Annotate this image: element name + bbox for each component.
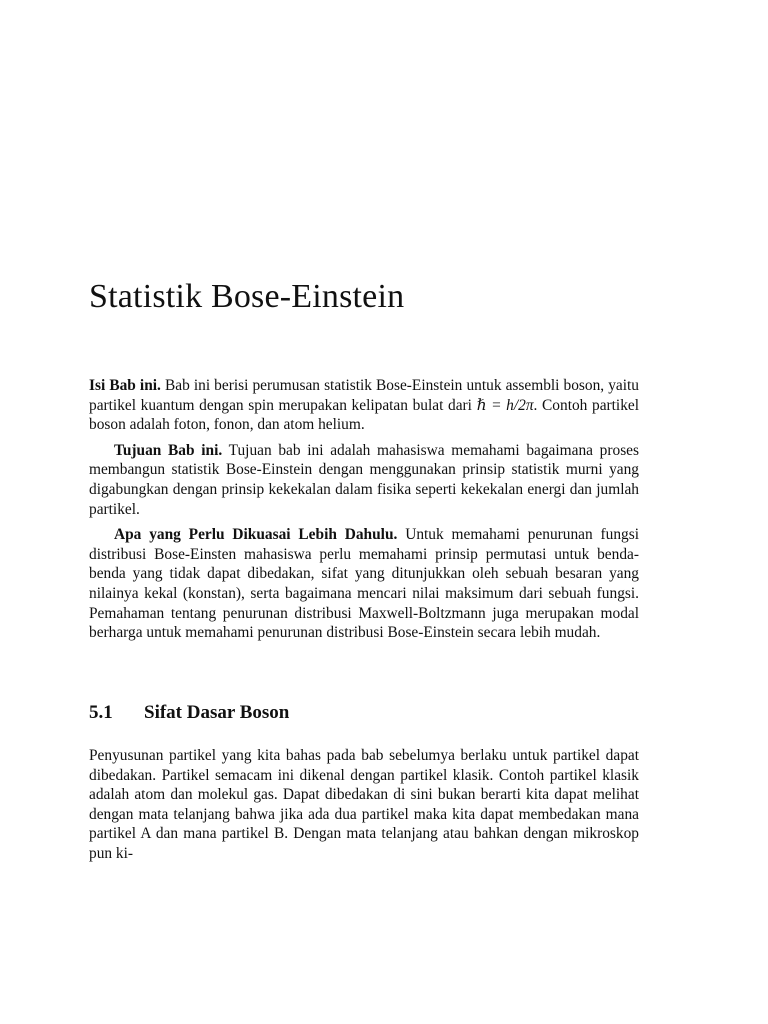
section-title: Sifat Dasar Boson: [144, 702, 290, 723]
abstract-tujuan-label: Tujuan Bab ini.: [114, 441, 223, 459]
chapter-title: Statistik Bose-Einstein: [89, 278, 405, 315]
section-heading: [89, 702, 289, 724]
section-number: 5.1: [89, 702, 113, 723]
abstract-prasyarat-paragraph: [89, 525, 639, 643]
section-paragraph: Penyusunan partikel yang kita bahas pada bab sebelumya berlaku untuk partikel dapat dibedakan. Partikel semacam ini dikenal dengan partikel klasik. Contoh partikel klasik adalah atom dan molekul gas. Dapat dibedakan di sini bukan berarti kita dapat melihat dengan mata telanjang bahwa jika ada dua partikel maka kita dapat membedakan mana partikel A dan mana partikel B. Dengan mata telanjang atau bahkan dengan mikroskop pun ki-: [89, 747, 639, 862]
abstract-prasyarat-label: Apa yang Perlu Dikuasai Lebih Dahulu.: [114, 526, 398, 544]
abstract-isi-paragraph: [89, 376, 639, 435]
abstract-isi-text-end: . Contoh partikel boson adalah foton, fonon, dan atom helium.: [89, 396, 640, 434]
abstract-prasyarat-text: Untuk memahami penurunan fungsi distribusi Bose-Einsten mahasiswa perlu memahami prinsip permutasi untuk benda-benda yang tidak dapat dibedakan, sifat yang ditunjukkan oleh sebuah besaran yang nilainya kekal (konstan), serta bagaimana mencari nilai maksimum dari sebuah fungsi. Pemahaman tentang penurunan distribusi Maxwell-Boltzmann juga merupakan modal berharga untuk memahami penurunan distribusi Bose-Einstein secara lebih mudah.: [89, 526, 640, 642]
abstract-tujuan-text: Tujuan bab ini adalah mahasiswa memahami bagaimana proses membangun statistik Bose-Einstein dengan menggunakan prinsip statistik murni yang digabungkan dengan prinsip kekekalan dalam fisika seperti kekekalan energi dan jumlah partikel.: [89, 441, 640, 518]
abstract-isi-label: Isi Bab ini.: [89, 377, 161, 394]
chapter-abstract: [89, 376, 639, 649]
abstract-isi-math: ℏ = h/2π: [476, 396, 534, 414]
abstract-tujuan-paragraph: [89, 441, 639, 519]
abstract-isi-text: Bab ini berisi perumusan statistik Bose-Einstein untuk assembli boson, yaitu partikel kuantum dengan spin merupakan kelipatan bulat dari: [89, 377, 640, 414]
